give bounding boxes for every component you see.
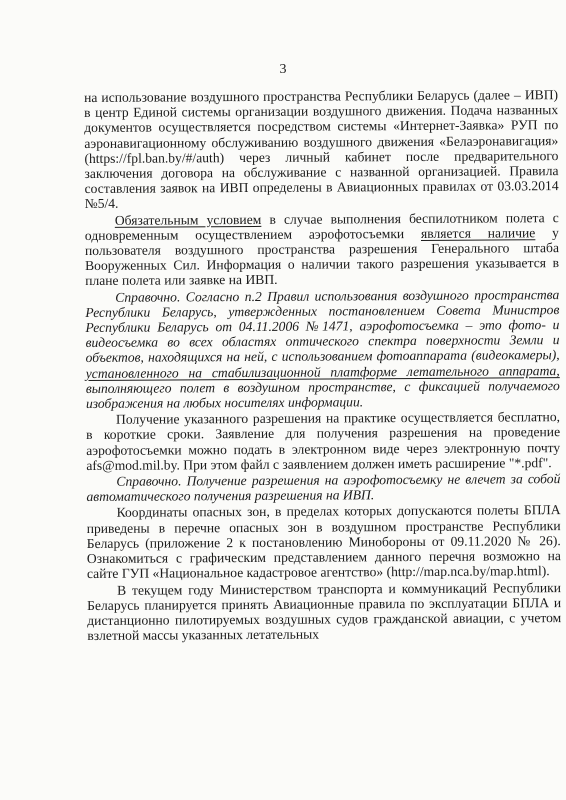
- page-number: 3: [279, 62, 287, 77]
- paragraph-2-text-b: у пользователя воздушного пространства разрешения Генерального штаба Вооруженных Сил. Информация о наличии такого разрешения указывается в плане полета или заявке на ИВП.: [84, 224, 560, 289]
- paragraph-6: Координаты опасных зон, в пределах которых допускаются полеты БПЛА приведены в перечне опасных зон в воздушном пространстве Республики Беларусь (приложение 2 к постановлению Минобороны от 09.11.2020 № 26). Ознакомиться с графическим представлением данного перечня возможно на сайте ГУП «Национальное кадастровое агентство» (http://map.nca.by/map.html).: [86, 502, 561, 582]
- paragraph-2-text-a: в случае выполнения беспилотником полета с одновременным осуществлением аэрофотосъемки: [84, 209, 559, 243]
- mandatory-condition-text: Обязательным условием: [114, 211, 262, 228]
- reference-note-2: Справочно. Получение разрешения на аэрофотосъемку не влечет за собой автоматического получения разрешения на ИВП.: [86, 471, 561, 505]
- paragraph-2: [85, 210, 559, 289]
- paragraph-1: на использование воздушного пространства Республики Беларусь (далее – ИВП) в центр Единой системы организации воздушного движения. Подача названных документов осуществляется посредством системы «Интернет-Заявка» РУП по аэронавигационному обслуживанию воздушного движения «Белаэронавигация» (https://fpl.ban.by/#/auth) через личный кабинет после предварительного заключения договора на обслуживание с названной организацией. Правила составления заявок на ИВП определены в Авиационных правилах от 03.03.2014 №5/4.: [84, 87, 559, 212]
- reference-note-1-text-a: Справочно. Согласно п.2 Правил использования воздушного пространства Республики Беларусь, утвержденных постановлением Совета Министров Республики Беларусь от 04.11.2006 №1471, аэрофотосъемка – это фото- и видеосъемка во всех областях оптического спектра поверхности Земли и объектов, находящихся на ней, с использованием фотоаппарата (видеокамеры),: [85, 286, 560, 366]
- reference-note-1-text-b: выполняющего полет в воздушном пространстве, с фиксацией получаемого изображения на любых носителях информации.: [85, 377, 560, 412]
- paragraph-4: Получение указанного разрешения на практике осуществляется бесплатно, в короткие сроки. Заявление для получения разрешения на проведение аэрофотосъемки можно подать в электронном виде через электронную почту afs@mod.mil.by. При этом файл с заявлением должен иметь расширение "*.pdf".: [86, 409, 561, 473]
- document-body: [84, 87, 561, 644]
- requirement-text: является наличие: [420, 225, 536, 241]
- reference-note-1-underlined: установленного на стабилизационной платформе летательного аппарата,: [85, 362, 560, 381]
- reference-note-1: [85, 287, 560, 412]
- paragraph-7: В текущем году Министерством транспорта и коммуникаций Республики Беларусь планируется принять Авиационные правила по эксплуатации БПЛА и дистанционно пилотируемых воздушных судов гражданской авиации, с учетом взлетной массы указанных летательных: [87, 579, 562, 644]
